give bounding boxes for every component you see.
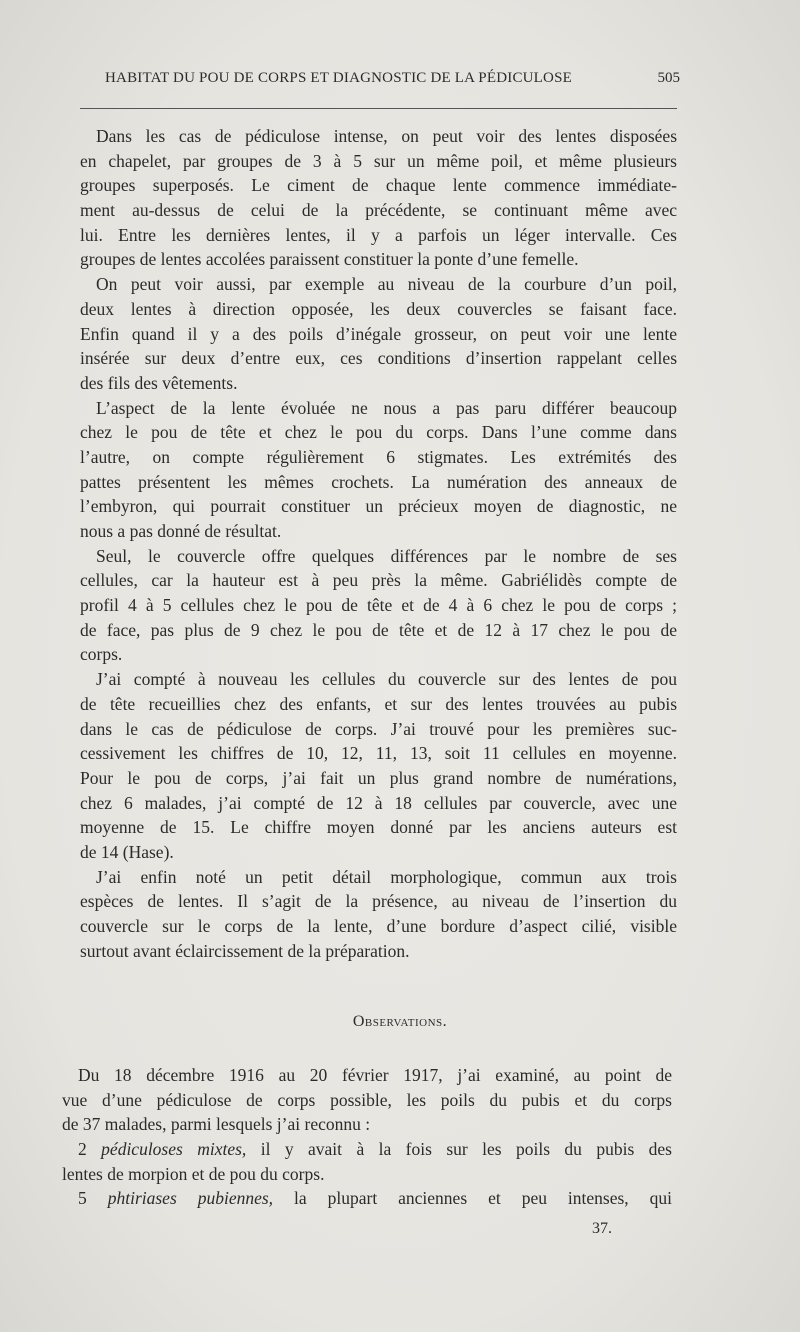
text-line: Pour le pou de corps, j’ai fait un plus grand nombre de numérations, xyxy=(80,767,677,788)
line-text: Du 18 décembre 1916 au 20 février 1917, j’ai examiné, au point de xyxy=(78,1065,672,1085)
text-line: en chapelet, par groupes de 3 à 5 sur un même poil, et même plusieurs xyxy=(80,150,677,171)
section-heading: Observations. xyxy=(352,1013,448,1030)
text-line: l’autre, on compte régulièrement 6 stigmates. Les extrémités des xyxy=(80,446,677,467)
text-line: moyenne de 15. Le chiffre moyen donné par les anciens auteurs est xyxy=(80,817,677,838)
page-number: 505 xyxy=(657,70,680,86)
text-line: insérée sur deux d’entre eux, ces conditions d’insertion rappelant celles xyxy=(80,348,677,369)
text-line: nous a pas donné de résultat. xyxy=(80,521,282,541)
text-line: On peut voir aussi, par exemple au niveau de la courbure d’un poil, xyxy=(96,274,677,295)
italic-term: pédiculoses mixtes, xyxy=(101,1139,247,1160)
body-text xyxy=(80,124,677,963)
text-line: Seul, le couvercle offre quelques différences par le nombre de ses xyxy=(96,545,677,566)
text-line: corps. xyxy=(80,644,123,665)
line-text: la plupart anciennes et peu intenses, qui xyxy=(273,1188,672,1209)
line-number-prefix: 5 xyxy=(78,1188,108,1209)
running-header-title: HABITAT DU POU DE CORPS ET DIAGNOSTIC DE LA PÉDICULOSE xyxy=(105,70,572,86)
line-text: vue d’une pédiculose de corps possible, les poils du pubis et du corps xyxy=(62,1089,672,1110)
text-line: cessivement les chiffres de 10, 12, 11, 13, soit 11 cellules en moyenne. xyxy=(80,743,677,764)
running-header xyxy=(80,70,680,94)
observations-text xyxy=(62,1063,672,1211)
text-line: l’embyron, qui pourrait constituer un précieux moyen de diagnostic, ne xyxy=(80,496,677,517)
text-line xyxy=(62,1112,672,1137)
text-line xyxy=(62,1186,672,1211)
text-line: espèces de lentes. Il s’agit de la présence, au niveau de l’insertion du xyxy=(80,891,677,912)
header-rule xyxy=(80,108,677,109)
text-line: J’ai compté à nouveau les cellules du couvercle sur des lentes de pou xyxy=(96,669,677,690)
text-line xyxy=(62,1088,672,1113)
text-line xyxy=(62,1137,672,1162)
line-number-prefix: 2 xyxy=(78,1139,102,1160)
text-line: groupes superposés. Le ciment de chaque lente commence immédiate- xyxy=(80,175,677,196)
text-line: Dans les cas de pédiculose intense, on peut voir des lentes disposées xyxy=(96,126,677,146)
text-line: chez le pou de tête et chez le pou du corps. Dans l’une comme dans xyxy=(80,422,677,443)
text-line: profil 4 à 5 cellules chez le pou de tête et de 4 à 6 chez le pou de corps ; xyxy=(80,595,677,616)
text-line: Enfin quand il y a des poils d’inégale grosseur, on peut voir une lente xyxy=(80,323,677,344)
text-line: cellules, car la hauteur est à peu près la même. Gabriélidès compte de xyxy=(80,570,677,591)
text-line: deux lentes à direction opposée, les deux couvercles se faisant face. xyxy=(80,298,677,319)
text-line: pattes présentent les mêmes crochets. La numération des anneaux de xyxy=(80,471,677,492)
text-line: de 14 (Hase). xyxy=(80,841,174,862)
text-line: dans le cas de pédiculose de corps. J’ai trouvé pour les premières suc- xyxy=(80,718,677,739)
italic-term: phtiriases pubiennes, xyxy=(107,1188,274,1209)
line-text: lentes de morpion et de pou du corps. xyxy=(62,1163,325,1184)
text-line: de face, pas plus de 9 chez le pou de tête et de 12 à 17 chez le pou de xyxy=(80,619,677,640)
text-line: couvercle sur le corps de la lente, d’une bordure d’aspect cilié, visible xyxy=(80,916,677,936)
text-line: des fils des vêtements. xyxy=(80,372,238,393)
text-line: ment au-dessus de celui de la précédente, se continuant même avec xyxy=(80,200,677,221)
text-line: L’aspect de la lente évoluée ne nous a pas paru différer beaucoup xyxy=(96,397,677,418)
signature-mark: 37. xyxy=(592,1220,612,1237)
text-line: de tête recueillies chez des enfants, et sur des lentes trouvées au pubis xyxy=(80,693,677,714)
text-line xyxy=(62,1063,672,1088)
text-line: J’ai enfin noté un petit détail morphologique, commun aux trois xyxy=(96,866,677,887)
line-text: il y avait à la fois sur les poils du pubis des xyxy=(246,1139,672,1160)
text-line: chez 6 malades, j’ai compté de 12 à 18 cellules par couvercle, avec une xyxy=(80,792,677,813)
text-line xyxy=(62,1162,672,1187)
text-line: groupes de lentes accolées paraissent constituer la ponte d’une femelle. xyxy=(80,249,579,270)
line-text: de 37 malades, parmi lesquels j’ai reconnu : xyxy=(62,1114,371,1135)
text-line: lui. Entre les dernières lentes, il y a parfois un léger intervalle. Ces xyxy=(80,224,677,245)
text-line: surtout avant éclaircissement de la préparation. xyxy=(80,940,410,961)
